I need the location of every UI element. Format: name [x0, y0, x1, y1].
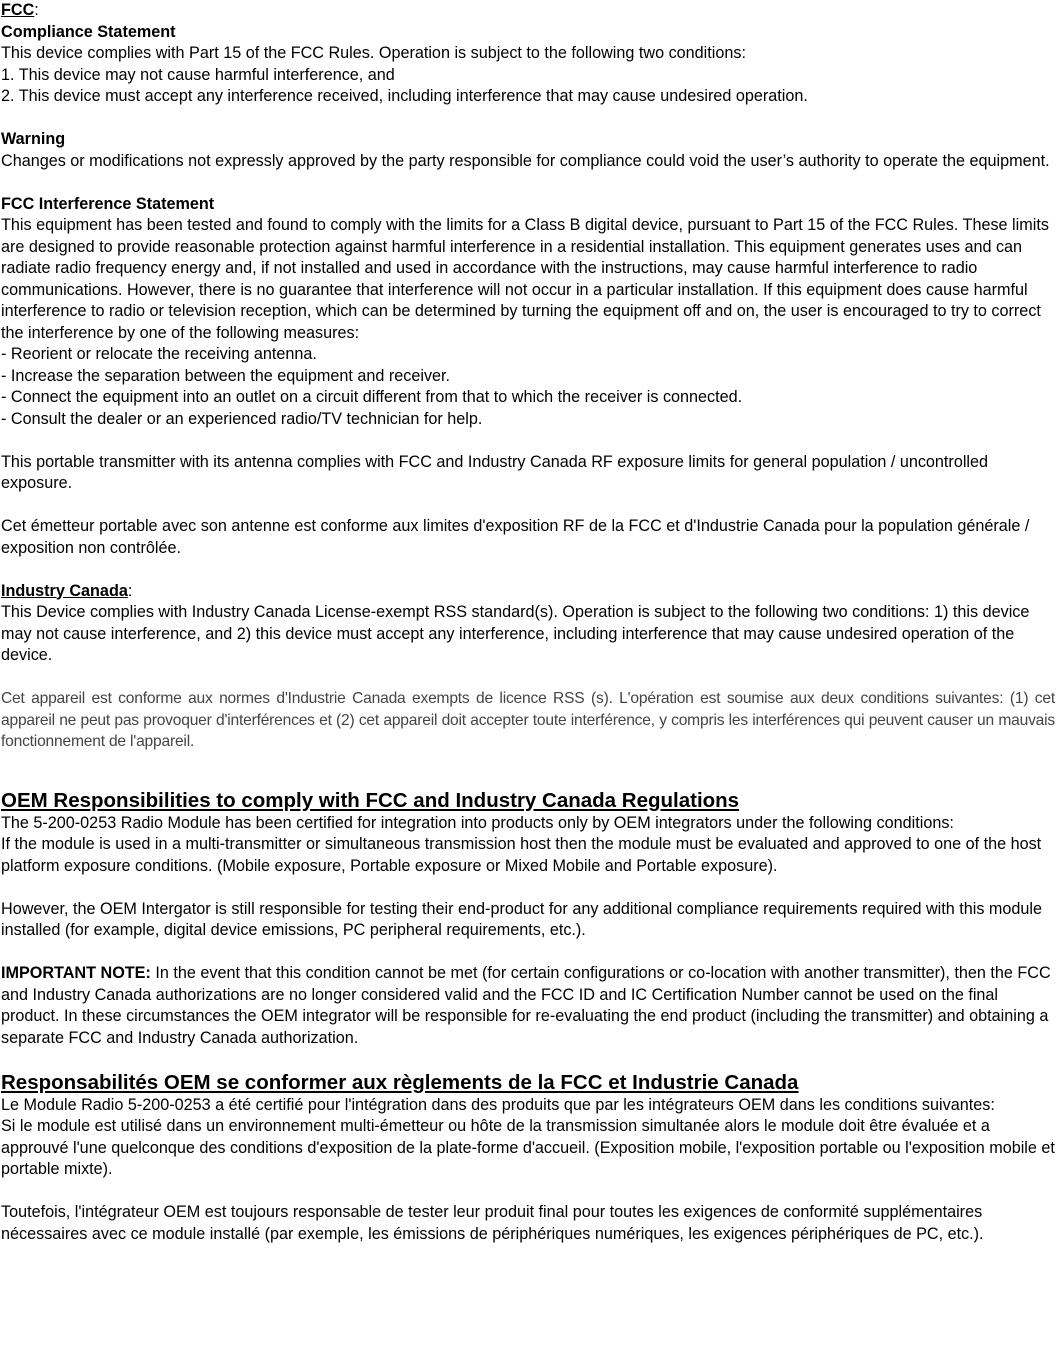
ic-text-en: This Device complies with Industry Canada License-exempt RSS standard(s). Operation is subject to the following two conditions: 1) this device may not cause interference, and 2) this device must accept any interference, including interference that may cause undesired operation of the device.	[1, 603, 1030, 664]
oem-en-heading: OEM Responsibilities to comply with FCC and Industry Canada Regulations	[1, 788, 740, 812]
rf-exposure-en: This portable transmitter with its antenna complies with FCC and Industry Canada RF exposure limits for general population / uncontrolled exposure.	[1, 452, 989, 492]
ic-text-fr: Cet appareil est conforme aux normes d'Industrie Canada exempts de licence RSS (s). L'opération est soumise aux deux conditions suivantes: (1) cet appareil ne peut pas provoquer d'interférences et (2) cet appareil doit accepter toute interférence, y compris les interférences qui peuvent causer un mauvais fonctionnement de l'appareil.	[1, 690, 1055, 750]
oem-fr-para-3: Toutefois, l'intégrateur OEM est toujours responsable de tester leur produit final pour toutes les exigences de conformité supplémentaires nécessaires avec ce module installé (par exemple, les émissions de périphériques numériques, les exigences périphériques de PC, etc.).	[1, 1203, 984, 1243]
oem-en-para-1: The 5-200-0253 Radio Module has been certified for integration into products only by OEM integrators under the following conditions:	[1, 813, 954, 832]
rf-exposure-fr: Cet émetteur portable avec son antenne est conforme aux limites d'exposition RF de la FCC et d'Industrie Canada pour la population générale / exposition non contrôlée.	[1, 517, 1030, 557]
interference-title: FCC Interference Statement	[1, 194, 215, 213]
important-note-text: In the event that this condition cannot be met (for certain configurations or co-location with another transmitter), then the FCC and Industry Canada authorizations are no longer considered valid and the FCC ID and IC Certification Number cannot be used on the final product. In these circumstances the OEM integrator will be responsible for re-evaluating the end product (including the transmitter) and obtaining a separate FCC and Industry Canada authorization.	[1, 964, 1051, 1047]
section-spacer	[1, 753, 1055, 789]
fcc-heading-line	[1, 0, 1055, 22]
measure-item: - Increase the separation between the equipment and receiver.	[1, 366, 451, 385]
ic-heading: Industry Canada	[1, 581, 128, 600]
oem-fr-heading: Responsabilités OEM se conformer aux règlements de la FCC et Industrie Canada	[1, 1070, 799, 1094]
compliance-line-2: 1. This device may not cause harmful interference, and	[1, 65, 395, 84]
oem-en-para-3: However, the OEM Intergator is still responsible for testing their end-product for any additional compliance requirements required with this module installed (for example, digital device emissions, PC peripheral requirements, etc.).	[1, 899, 1043, 939]
interference-text: This equipment has been tested and found to comply with the limits for a Class B digital device, pursuant to Part 15 of the FCC Rules. These limits are designed to provide reasonable protection against harmful interference in a residential installation. This equipment generates uses and can radiate radio frequency energy and, if not installed and used in accordance with the instructions, may cause harmful interference to radio communications. However, there is no guarantee that interference will not occur in a particular installation. If this equipment does cause harmful interference to radio or television reception, which can be determined by turning the equipment off and on, the user is encouraged to try to correct the interference by one of the following measures:	[1, 216, 1049, 342]
measure-item: - Reorient or relocate the receiving antenna.	[1, 345, 317, 363]
oem-fr-para-1: Le Module Radio 5-200-0253 a été certifié pour l'intégration dans des produits que par les intégrateurs OEM dans les conditions suivantes:	[1, 1095, 995, 1114]
compliance-title: Compliance Statement	[1, 22, 176, 41]
fcc-heading-colon: :	[34, 1, 39, 19]
warning-title: Warning	[1, 130, 66, 148]
ic-heading-line	[1, 581, 1055, 603]
oem-en-para-2: If the module is used in a multi-transmitter or simultaneous transmission host then the module must be evaluated and approved to one of the host platform exposure conditions. (Mobile exposure, Portable exposure or Mixed Mobile and Portable exposure).	[1, 835, 1042, 875]
compliance-line-3: 2. This device must accept any interference received, including interference that may cause undesired operation.	[1, 87, 808, 105]
measure-item: - Connect the equipment into an outlet on a circuit different from that to which the receiver is connected.	[1, 388, 743, 406]
important-note-label: IMPORTANT NOTE:	[1, 964, 151, 982]
fcc-heading: FCC	[1, 1, 35, 19]
oem-fr-para-2: Si le module est utilisé dans un environnement multi-émetteur ou hôte de la transmission simultanée alors le module doit être évaluée et a approuvé l'une quelconque des conditions d'exposition de la plate-forme d'accueil. (Exposition mobile, l'exposition portable ou l'exposition mobile et portable mixte).	[1, 1117, 1055, 1178]
warning-text: Changes or modifications not expressly approved by the party responsible for compliance could void the user’s authority to operate the equipment.	[1, 151, 1050, 170]
compliance-line-1: This device complies with Part 15 of the FCC Rules. Operation is subject to the following two conditions:	[1, 44, 746, 62]
oem-en-important	[1, 963, 1055, 1049]
ic-heading-colon: :	[127, 581, 133, 600]
measure-item: - Consult the dealer or an experienced radio/TV technician for help.	[1, 409, 483, 428]
